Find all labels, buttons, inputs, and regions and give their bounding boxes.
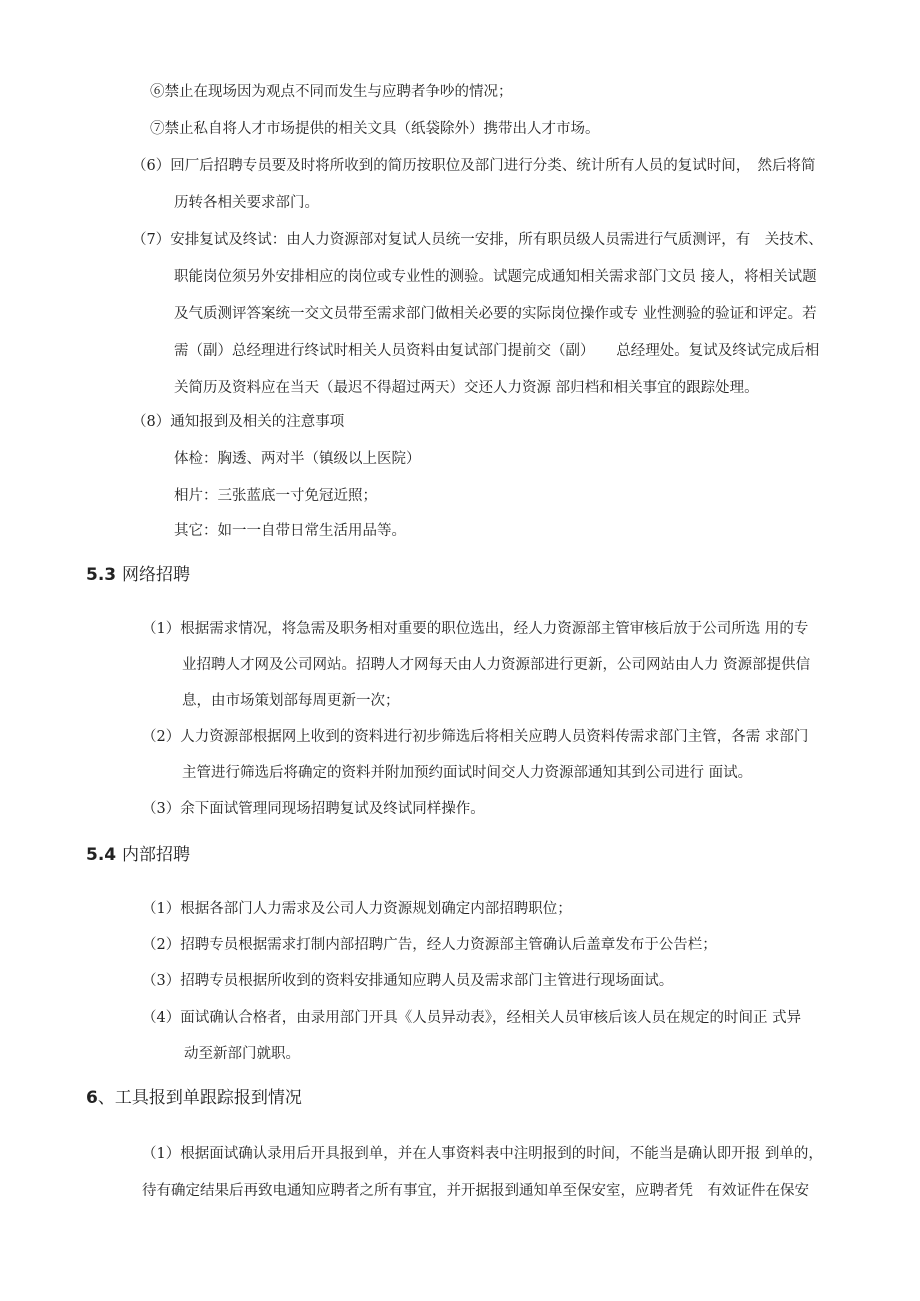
item-7-line-4: 需（副）总经理进行终试时相关人员资料由复试部门提前交（副） 总经理处。复试及终试完成后相: [174, 343, 820, 359]
net-item-1-line-1: （1）根据需求情况，将急需及职务相对重要的职位选出，经人力资源部主管审核后放于公司所选 用的专: [142, 621, 809, 637]
internal-item-4-line-2: 动至新部门就职。: [184, 1046, 300, 1062]
net-item-1-line-3: 息，由市场策划部每周更新一次；: [182, 693, 400, 709]
net-item-2-line-1: （2）人力资源部根据网上收到的资料进行初步筛选后将相关应聘人员资料传需求部门主管，各需 求部门: [142, 729, 809, 745]
net-item-1-line-2: 业招聘人才网及公司网站。招聘人才网每天由人力资源部进行更新，公司网站由人力 资源部提供信: [182, 657, 811, 673]
item-7-line-1: （7）安排复试及终试：由人力资源部对复试人员统一安排，所有职员级人员需进行气质测评，有 关技术、: [132, 232, 823, 248]
section-5-3-heading: [86, 563, 190, 587]
item-7-line-5: 关简历及资料应在当天（最迟不得超过两天）交还人力资源 部归档和相关事宜的跟踪处理。: [174, 380, 759, 396]
item-8-line-3: 相片：三张蓝底一寸免冠近照；: [174, 488, 377, 504]
rule-6-text: ⑥禁止在现场因为观点不同而发生与应聘者争吵的情况；: [150, 84, 513, 100]
section-number: 6: [86, 1088, 98, 1108]
report-item-1-line-2: 待有确定结果后再致电通知应聘者之所有事宜，并开据报到通知单至保安室，应聘者凭 有效证件在保安: [142, 1183, 809, 1199]
net-item-2-line-2: 主管进行筛选后将确定的资料并附加预约面试时间交人力资源部通知其到公司进行 面试。: [182, 765, 753, 781]
item-7-line-3: 及气质测评答案统一交文员带至需求部门做相关必要的实际岗位操作或专 业性测验的验证和评定。若: [174, 306, 817, 322]
section-title: 内部招聘: [122, 845, 190, 865]
item-6-line-1: （6）回厂后招聘专员要及时将所收到的简历按职位及部门进行分类、统计所有人员的复试时间， 然后将简: [132, 158, 816, 174]
rule-7-text: ⑦禁止私自将人才市场提供的相关文具（纸袋除外）携带出人才市场。: [150, 121, 600, 137]
section-number: 5.3: [86, 565, 117, 585]
internal-item-2: （2）招聘专员根据需求打制内部招聘广告，经人力资源部主管确认后盖章发布于公告栏；: [142, 937, 717, 953]
section-title: 、工具报到单跟踪报到情况: [97, 1088, 302, 1108]
internal-item-3: （3）招聘专员根据所收到的资料安排通知应聘人员及需求部门主管进行现场面试。: [142, 973, 674, 989]
item-7-line-2: 职能岗位须另外安排相应的岗位或专业性的测验。试题完成通知相关需求部门文员 接人，将相关试题: [174, 269, 817, 285]
item-6-line-2: 历转各相关要求部门。: [174, 195, 319, 211]
item-8-line-4: 其它：如一一自带日常生活用品等。: [174, 523, 406, 539]
internal-item-1: （1）根据各部门人力需求及公司人力资源规划确定内部招聘职位；: [142, 901, 572, 917]
net-item-3-line-1: （3）余下面试管理同现场招聘复试及终试同样操作。: [142, 801, 485, 817]
item-8-line-2: 体检：胸透、两对半（镇级以上医院）: [174, 451, 421, 467]
section-5-4-heading: [86, 843, 190, 867]
section-number: 5.4: [86, 845, 117, 865]
section-title: 网络招聘: [122, 565, 190, 585]
report-item-1-line-1: （1）根据面试确认录用后开具报到单，并在人事资料表中注明报到的时间，不能当是确认即开报 到单的，: [142, 1146, 823, 1162]
item-8-line-1: （8）通知报到及相关的注意事项: [132, 414, 345, 430]
section-6-heading: [86, 1086, 302, 1110]
internal-item-4-line-1: （4）面试确认合格者，由录用部门开具《人员异动表》，经相关人员审核后该人员在规定的时间正 式异: [142, 1010, 802, 1026]
